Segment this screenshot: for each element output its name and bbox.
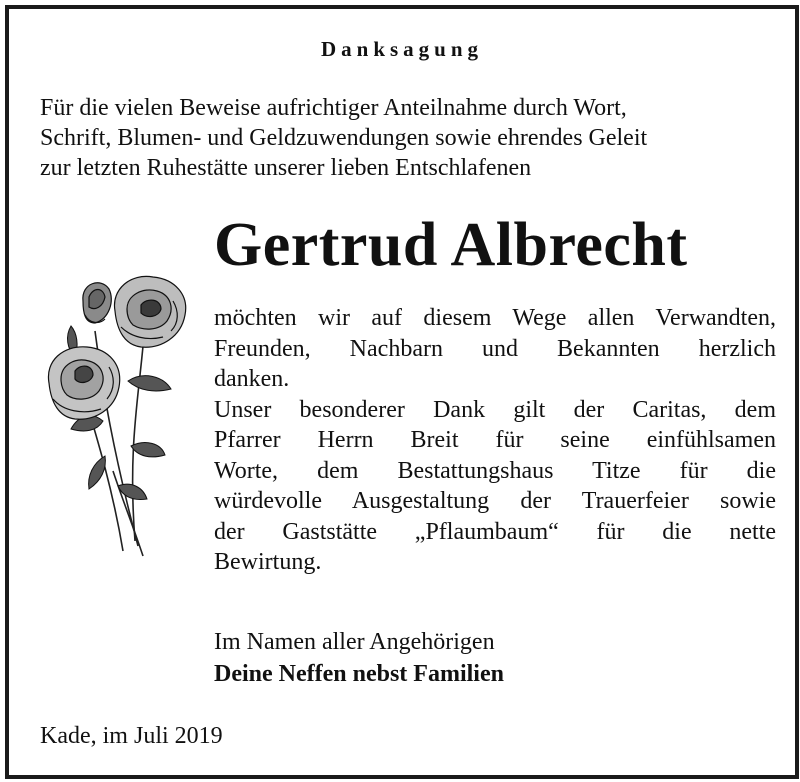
deceased-name: Gertrud Albrecht xyxy=(214,211,688,279)
body-line: Unser besonderer Dank gilt der Caritas, dem xyxy=(214,396,776,423)
body-line: möchten wir auf diesem Wege allen Verwandten, xyxy=(214,305,776,331)
intro-line: zur letzten Ruhestätte unserer lieben Entschlafenen xyxy=(40,155,532,181)
signature-intro: Im Namen aller Angehörigen xyxy=(214,629,495,655)
body-line: der Gaststätte „Pflaumbaum“ für die nette xyxy=(214,518,776,545)
body-line: Bewirtung. xyxy=(214,549,322,575)
obituary-notice-frame xyxy=(5,5,799,779)
signature-names: Deine Neffen nebst Familien xyxy=(214,661,504,687)
body-line: Worte, dem Bestattungshaus Titze für die xyxy=(214,457,776,484)
body-line: Freunden, Nachbarn und Bekannten herzlich xyxy=(214,335,776,362)
intro-line: Schrift, Blumen- und Geldzuwendungen sowie ehrendes Geleit xyxy=(40,125,648,151)
roses-icon xyxy=(43,271,193,561)
intro-paragraph xyxy=(40,93,780,183)
notice-heading: Danksagung xyxy=(320,37,484,61)
body-line: würdevolle Ausgestaltung der Trauerfeier sowie xyxy=(214,488,776,514)
body-line: danken. xyxy=(214,366,290,392)
body-line: Pfarrer Herrn Breit für seine einfühlsamen xyxy=(214,427,776,453)
body-paragraph xyxy=(214,303,776,578)
place-date: Kade, im Juli 2019 xyxy=(40,723,223,749)
intro-line: Für die vielen Beweise aufrichtiger Anteilnahme durch Wort, xyxy=(40,95,627,121)
